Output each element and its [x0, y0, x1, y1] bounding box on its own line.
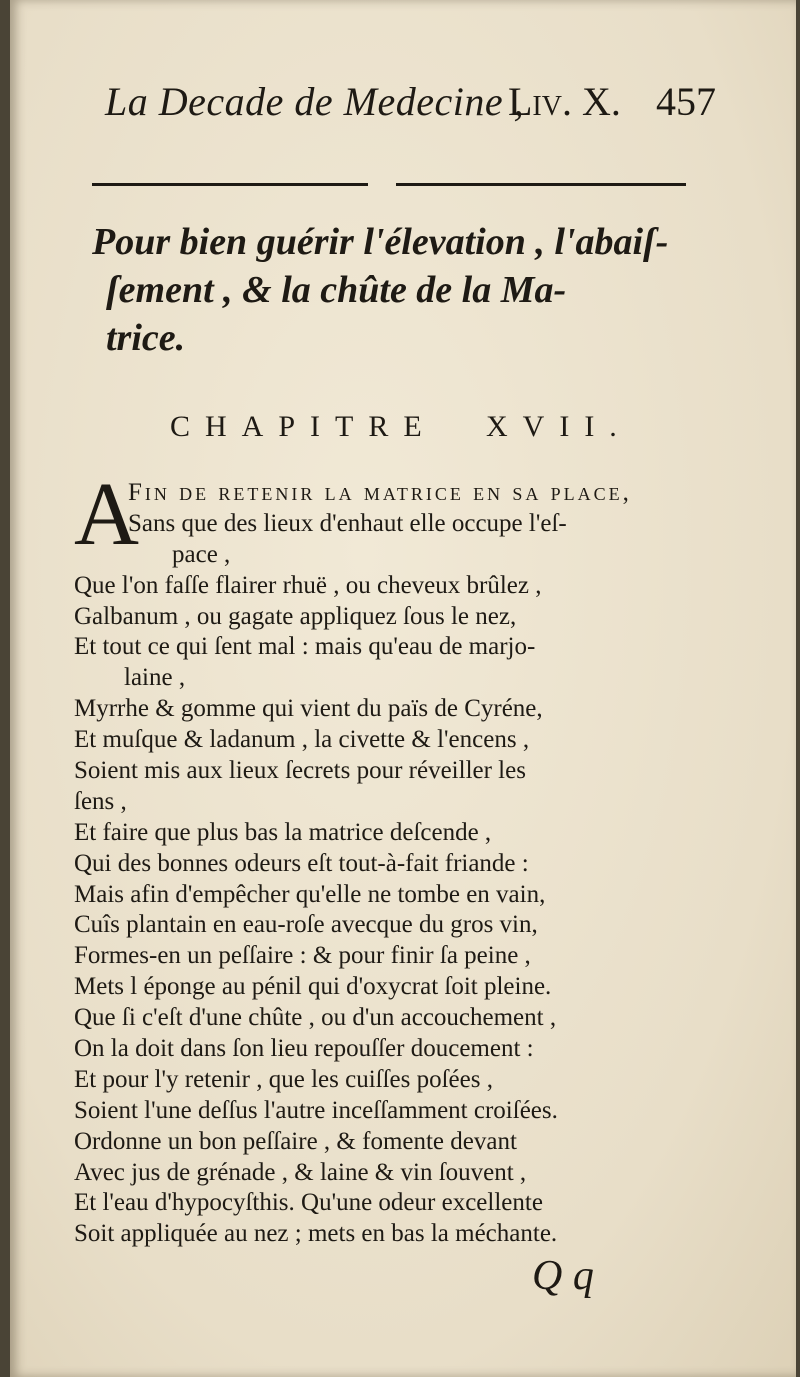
book-page	[10, 0, 796, 1377]
verse-line: Mets l éponge au pénil qui d'oxycrat ſoit pleine.	[74, 973, 552, 1001]
verse-line: Soit appliquée au nez ; mets en bas la méchante.	[74, 1220, 558, 1248]
page-number: 457	[656, 79, 716, 124]
header-rule-left	[92, 183, 368, 186]
header-title: La Decade de Medecine ,	[105, 79, 525, 124]
header-book: Liv. X.	[508, 79, 621, 124]
verse-line: Formes-en un peſſaire : & pour finir ſa peine ,	[74, 942, 531, 970]
heading-line-1: Pour bien guérir l'élevation , l'abaiſ-	[92, 221, 669, 263]
verse-line: Galbanum , ou gagate appliquez ſous le nez,	[74, 602, 517, 630]
section-heading	[92, 218, 772, 362]
chapter-title	[170, 410, 670, 444]
verse-line: Que ſi c'eſt d'une chûte , ou d'un accouchement ,	[74, 1004, 557, 1032]
header-rule-right	[396, 183, 686, 186]
catchword: Q q	[532, 1253, 594, 1299]
drop-cap: A	[74, 465, 139, 564]
verse-line: Qui des bonnes odeurs eſt tout-à-fait friande :	[74, 849, 529, 877]
verse-line: pace ,	[172, 540, 231, 568]
verse-line: Cuîs plantain en eau-roſe avecque du gros vin,	[74, 911, 538, 939]
verse-line: On la doit dans ſon lieu repouſſer doucement :	[74, 1035, 534, 1063]
verse-line: Et tout ce qui ſent mal : mais qu'eau de marjo-	[74, 633, 536, 661]
verse-line: Ordonne un bon peſſaire , & fomente devant	[74, 1127, 517, 1155]
verse-line: laine ,	[124, 664, 186, 692]
heading-line-2: ſement , & la chûte de la Ma-	[106, 269, 567, 311]
verse-line: Mais afin d'empêcher qu'elle ne tombe en vain,	[74, 880, 546, 908]
verse-line: Et faire que plus bas la matrice deſcende ,	[74, 818, 492, 846]
verse-body	[74, 478, 764, 1250]
verse-line: Et l'eau d'hypocyſthis. Qu'une odeur excellente	[74, 1189, 543, 1217]
verse-line: ſens ,	[74, 787, 127, 815]
verse-line: Avec jus de grénade , & laine & vin ſouvent ,	[74, 1158, 527, 1186]
chapter-number: XVII.	[486, 410, 632, 443]
verse-line: Soient l'une deſſus l'autre inceſſamment croiſées.	[74, 1096, 558, 1124]
heading-line-3: trice.	[106, 317, 186, 359]
verse-line: Et muſque & ladanum , la civette & l'encens ,	[74, 726, 530, 754]
verse-line: Soient mis aux lieux ſecrets pour réveiller les	[74, 757, 526, 785]
verse-line: Que l'on faſſe flairer rhuë , ou cheveux brûlez ,	[74, 571, 542, 599]
chapter-label: CHAPITRE	[170, 410, 437, 443]
verse-line: Myrrhe & gomme qui vient du païs de Cyréne,	[74, 695, 543, 723]
verse-line: Sans que des lieux d'enhaut elle occupe l'eſ-	[128, 509, 567, 537]
verse-line: Fin de retenir la matrice en ſa place,	[128, 479, 632, 506]
verse-line: Et pour l'y retenir , que les cuiſſes poſées ,	[74, 1065, 493, 1093]
running-header	[10, 78, 796, 128]
